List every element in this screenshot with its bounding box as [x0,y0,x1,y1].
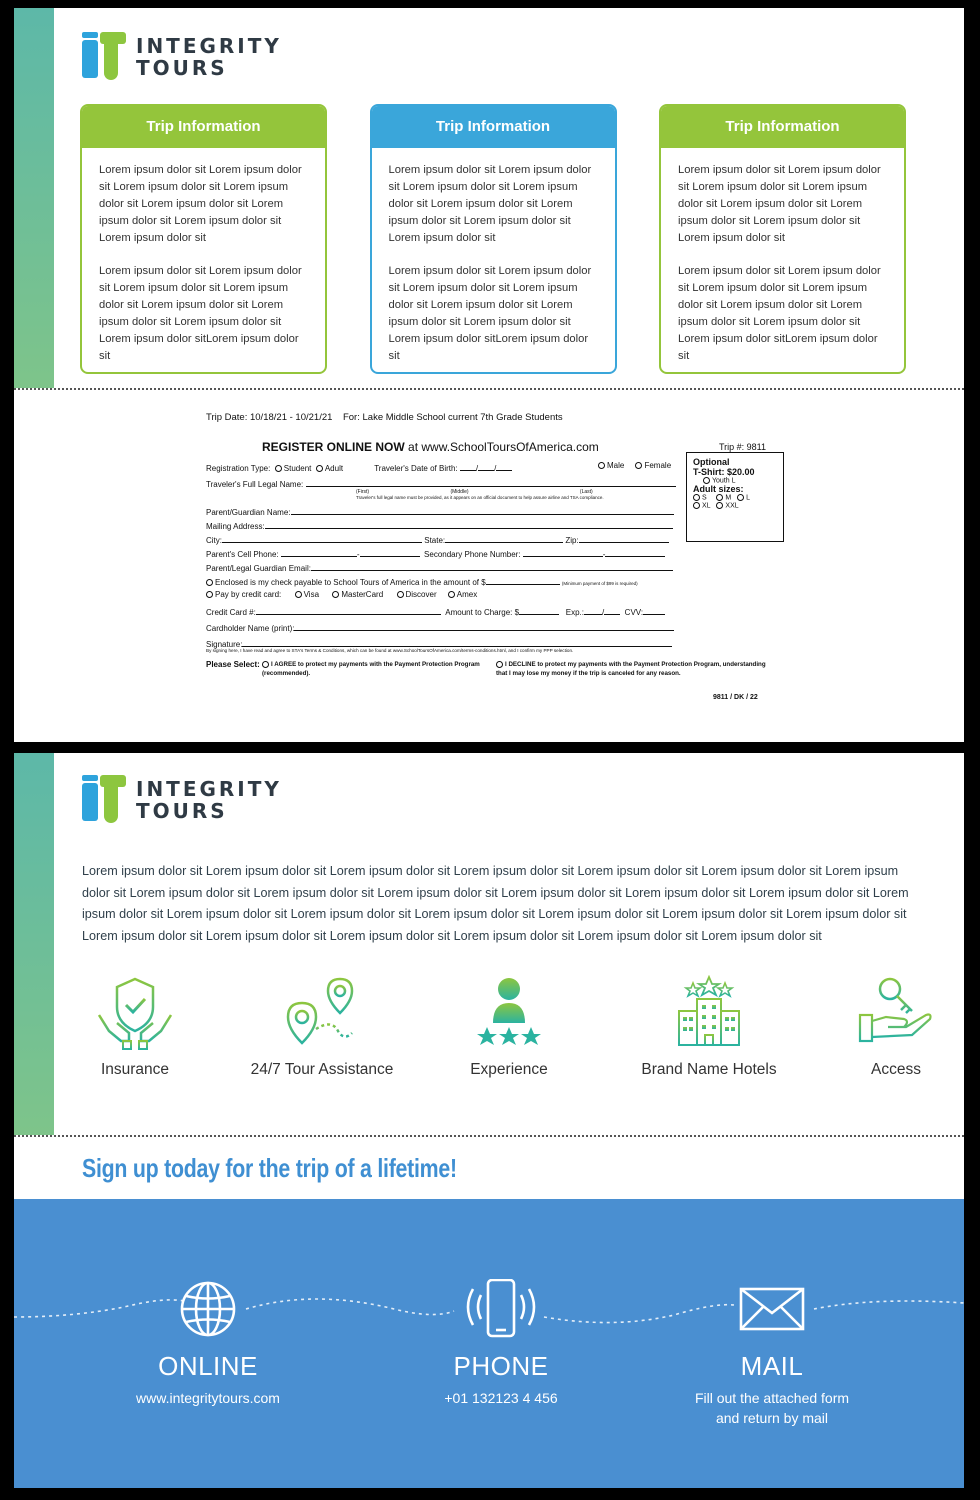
enclosed-check-radio[interactable] [206,579,213,586]
male-label: Male [607,461,625,470]
contact-title: MAIL [740,1351,804,1381]
trip-for: For: Lake Middle School current 7th Grade Students [342,412,563,423]
middle-caption: (Middle) [450,489,469,495]
please-select-label: Please Select: [206,660,260,669]
cardholder-label: Cardholder Name (print): [206,624,295,633]
size-xxl-radio[interactable] [716,502,723,509]
dob-label: Traveler's Date of Birth: [374,464,458,473]
size-m-radio[interactable] [716,494,723,501]
secondary-prefix-field[interactable] [559,548,603,557]
first-caption: (First) [356,489,370,495]
logo-mark-icon [82,32,130,82]
minimum-note: (Minimum payment of $99 is required) [561,581,638,586]
size-l-label: L [746,494,750,502]
cvv-label: CVV: [624,608,644,617]
legal-name-note: Traveler's full legal name must be provided, as it appears on an official document to help assure airline and TSA compliance. [356,495,604,500]
trip-card-paragraph: Lorem ipsum dolor sit Lorem ipsum dolor sit Lorem ipsum dolor sit Lorem ipsum dolor sit Lorem ipsum dolor sit Lorem ipsum dolor sit Lorem ipsum dolor sit Lorem ipsum dolor sit [678,164,881,244]
visa-label: Visa [303,590,320,599]
guardian-name-field[interactable] [291,506,674,515]
cell-label: Parent's Cell Phone: [206,550,279,559]
logo-line2: TOURS [136,799,228,823]
discover-label: Discover [405,590,437,599]
optional-tshirt-box [686,452,784,542]
signature-label: Signature: [206,640,243,649]
decline-radio[interactable] [496,661,503,668]
cc-number-field[interactable] [256,606,441,615]
trip-card-title: Trip Information [372,106,615,148]
contact-title: ONLINE [158,1351,258,1381]
amex-radio[interactable] [448,591,455,598]
mastercard-radio[interactable] [332,591,339,598]
trip-card-3 [659,104,906,374]
male-radio[interactable] [598,462,605,469]
form-code: 9811 / DK / 22 [713,694,758,701]
map-pins-route-icon [282,975,362,1051]
decline-label: I DECLINE to protect my payments with the Payment Protection Program, understanding that I may lose my money if the trip is canceled for any reason. [496,661,766,677]
contact-mail[interactable] [652,1279,892,1428]
exp-label: Exp.: [565,608,584,617]
shield-hands-icon [95,975,175,1051]
zip-label: Zip: [565,536,579,545]
email-field[interactable] [311,562,673,571]
female-radio[interactable] [635,462,642,469]
contact-online[interactable] [88,1279,328,1408]
register-url[interactable]: at www.SchoolToursOfAmerica.com [408,440,599,454]
trip-card-title: Trip Information [661,106,904,148]
feature-label: Access [871,1061,921,1078]
adult-radio[interactable] [316,465,323,472]
dob-month-field[interactable] [460,462,476,471]
size-l-radio[interactable] [737,494,744,501]
hotel-stars-icon [669,975,749,1051]
enclosed-label: Enclosed is my check payable to School Tours of America in the amount of $ [215,578,486,587]
trip-date: Trip Date: 10/18/21 - 10/21/21 [206,412,333,423]
dob-day-field[interactable] [478,462,494,471]
contact-value: Fill out the attached form and return by mail [694,1390,850,1426]
sidebar-accent [14,753,54,1135]
feature-insurance [50,975,220,1079]
contact-phone[interactable] [381,1279,621,1408]
student-radio[interactable] [275,465,282,472]
secondary-label: Secondary Phone Number: [424,550,521,559]
signature-field[interactable] [242,638,672,647]
exp-year-field[interactable] [604,606,620,615]
feature-experience [424,975,594,1079]
state-label: State: [424,536,446,545]
secondary-number-field[interactable] [605,548,665,557]
mailing-label: Mailing Address: [206,522,265,531]
trip-card-paragraph: Lorem ipsum dolor sit Lorem ipsum dolor sit Lorem ipsum dolor sit Lorem ipsum dolor sit Lorem ipsum dolor sit Lorem ipsum dolor sit Lorem ipsum dolor sit Lorem ipsum dolor sitLorem ipsum dolor sit [99,265,302,362]
feature-label: Brand Name Hotels [641,1061,777,1078]
amex-label: Amex [456,590,478,599]
person-stars-icon [469,975,549,1051]
pay-cc-radio[interactable] [206,591,213,598]
agree-label: I AGREE to protect my payments with the Payment Protection Program (recommended). [262,661,480,677]
contact-value[interactable]: www.integritytours.com [136,1390,280,1406]
contact-value[interactable]: +01 132123 4 456 [444,1390,558,1406]
trip-card-1 [80,104,327,374]
logo-text [136,778,282,822]
pay-cc-label: Pay by credit card: [215,590,282,599]
cc-number-label: Credit Card #: [206,608,256,617]
size-xl-radio[interactable] [693,502,700,509]
mailing-field[interactable] [265,520,673,529]
sidebar-accent [14,8,54,388]
size-m-label: M [725,494,732,502]
adult-label: Adult [324,464,344,473]
logo-line1: INTEGRITY [136,777,282,801]
logo-text [136,35,282,79]
contact-title: PHONE [453,1351,549,1381]
legal-name-field[interactable] [306,478,676,487]
legal-name-label: Traveler's Full Legal Name: [206,480,304,489]
logo-line2: TOURS [136,56,228,80]
trip-card-paragraph: Lorem ipsum dolor sit Lorem ipsum dolor sit Lorem ipsum dolor sit Lorem ipsum dolor sit Lorem ipsum dolor sit Lorem ipsum dolor sit Lorem ipsum dolor sit Lorem ipsum dolor sitLorem ipsum dolor sit [678,265,881,362]
guardian-name-label: Parent/Guardian Name: [206,508,291,517]
trip-card-title: Trip Information [82,106,325,148]
key-hand-icon [856,975,936,1051]
intro-paragraph: Lorem ipsum dolor sit Lorem ipsum dolor sit Lorem ipsum dolor sit Lorem ipsum dolor sit Lorem ipsum dolor sit Lorem ipsum dolor sit Lorem ipsum dolor sit Lorem ipsum dolor sit Lorem ipsum dolor sit Lorem ipsum dolor sit Lorem ipsum dolor sit Lorem ipsum dolor sit Lorem ipsum dolor sit Lorem ipsum dolor sit Lorem ipsum dolor sit Lorem ipsum dolor sit Lorem ipsum dolor sit Lorem ipsum dolor sit Lorem ipsum dolor sit Lorem ipsum dolor sit Lorem ipsum dolor sit Lorem ipsum dolor sit Lorem ipsum dolor sit Lorem ipsum dolor sit Lorem ipsum dolor sit Lorem ipsum dolor sit [82,864,909,943]
trip-card-2 [370,104,617,374]
cardholder-field[interactable] [294,622,674,631]
check-amount-field[interactable] [486,576,560,585]
features-row [82,975,932,1085]
trip-card-paragraph: Lorem ipsum dolor sit Lorem ipsum dolor sit Lorem ipsum dolor sit Lorem ipsum dolor sit Lorem ipsum dolor sit Lorem ipsum dolor sit Lorem ipsum dolor sit Lorem ipsum dolor sitLorem ipsum dolor sit [388,265,592,362]
flyer-page-front: INTEGRITY TOURS Trip Information Lorem ipsum dolor sit Lorem ipsum dolor sit Lorem ipsum dolor sit Lorem ipsum dolor sit Lorem ipsum dolor sit Lorem ipsum dolor sit Lorem ipsum dolor sit Lorem ipsum dolor sit Lorem ipsum dolor sit Lorem ipsum dolor sit Lorem ipsum dolor sit Lorem ipsum dolor sit Lorem ipsum dolor sit Lorem ipsum dolor sit Lorem ipsum dolor sit Lorem ipsum dolor sitLorem ipsum dolor sit Trip Information Lorem ipsum dolor sit Lorem ipsum dolor sit Lorem ipsum dolor sit Lorem ipsum dolor sit Lorem ipsum dolor sit Lorem ipsum dolor sit Lorem ipsum dolor sit Lorem ipsum dolor sit Lorem ipsum dolor sit Lorem ipsum dolor sit Lorem ipsum dolor sit Lorem ipsum dolor sit Lorem ipsum dolor sit Lorem ipsum dolor sit Lorem ipsum dolor sit Lorem ipsum dolor sitLorem ipsum dolor sit Trip Information Lorem ipsum dolor sit Lorem ipsum dolor sit Lorem ipsum dolor sit Lorem ipsum dolor sit Lorem ipsum dolor sit Lorem ipsum dolor sit Lorem ipsum dolor sit Lorem ipsum dolor sit Lorem ipsum dolor sit Lorem ipsum dolor sit Lorem ipsum dolor sit Lorem ipsum dolor sit Lorem ipsum dolor sit Lorem ipsum dolor sit Lorem ipsum dolor sit Lorem ipsum dolor sitLorem ipsum dolor sit Trip Date: 10/18/21 - 10/21/21 For: Lake Middle School current 7th Grade Students REGISTER ONLINE NOW at www.SchoolToursOfAmerica.com Trip #: 9811 Registration Type: Student Adult Traveler's Date of Birth: / / Male Female Traveler's Full Legal Name: (First) (Middle) (Last) Traveler's full legal name must be provided, as it appears on an official document to help assure airline and TSA compliance. Parent/Guardian Name: Mailing Address: City: State: Zip: Parent's Cell Phone: - Secondary Phone Number: - Parent/Legal Guardian Email: Enclosed is my check payable to School Tours of America in the amount of $ (Minimum payment of $99 is required) Pay by credit card: Visa MasterCard Discover Amex Credit Card #: Amount to Charge: $ Exp.: / CVV: Cardholder Name (print): Signature: By signing here, I have read and agree to STA's Terms & Conditions, which can be found at www.SchoolToursOfAmerica.com/terms-conditions.html, and I confirm my PPP selection. Please Select: I AGREE to protect my payments with the Payment Protection Program (recommended). I DECLINE to protect my payments with the Payment Protection Program, understanding that I may lose my money if the trip is canceled for any reason. 9811 / DK / 22 Optional T-Shirt: $20.00 Youth L Adult sizes: S M L XL XXL [14,8,964,742]
optional-label: Optional [693,457,730,467]
amount-field[interactable] [519,606,559,615]
trip-card-paragraph: Lorem ipsum dolor sit Lorem ipsum dolor sit Lorem ipsum dolor sit Lorem ipsum dolor sit Lorem ipsum dolor sit Lorem ipsum dolor sit Lorem ipsum dolor sit Lorem ipsum dolor sit [99,164,302,244]
tshirt-label: T-Shirt: $20.00 [693,467,755,477]
size-s-radio[interactable] [693,494,700,501]
brand-logo [82,775,282,825]
email-label: Parent/Legal Guardian Email: [206,564,311,573]
discover-radio[interactable] [397,591,404,598]
feature-brand-hotels [624,975,794,1079]
size-xl-label: XL [702,502,711,510]
brand-logo [82,32,282,82]
agree-radio[interactable] [262,661,269,668]
contact-band [14,1199,964,1488]
size-xxl-label: XXL [725,502,739,510]
feature-tour-assistance [237,975,407,1079]
logo-line1: INTEGRITY [136,34,282,58]
city-field[interactable] [222,534,422,543]
secondary-area-field[interactable] [523,548,559,557]
logo-mark-icon [82,775,130,825]
city-label: City: [206,536,222,545]
student-label: Student [283,464,312,473]
cut-line [14,1135,964,1137]
flyer-page-back [14,753,964,1488]
trip-info-cards [80,104,906,374]
cell-prefix-field[interactable] [317,548,357,557]
female-label: Female [644,461,672,470]
youth-l-radio[interactable] [703,477,710,484]
amount-label: Amount to Charge: $ [445,608,520,617]
zip-field[interactable] [579,534,669,543]
cell-number-field[interactable] [360,548,420,557]
visa-radio[interactable] [295,591,302,598]
feature-access [811,975,964,1079]
signature-note: By signing here, I have read and agree to STA's Terms & Conditions, which can be found at www.SchoolToursOfAmerica.com/terms-conditions.html, and I confirm my PPP selection. [206,648,574,653]
tagline: Sign up today for the trip of a lifetime! [82,1153,457,1183]
phone-icon [461,1279,541,1339]
globe-icon [178,1279,238,1339]
feature-label: 24/7 Tour Assistance [250,1061,394,1078]
register-heading: REGISTER ONLINE NOW [262,440,405,454]
dob-year-field[interactable] [496,462,512,471]
trip-card-paragraph: Lorem ipsum dolor sit Lorem ipsum dolor sit Lorem ipsum dolor sit Lorem ipsum dolor sit Lorem ipsum dolor sit Lorem ipsum dolor sit Lorem ipsum dolor sit Lorem ipsum dolor sit [388,164,592,244]
mastercard-label: MasterCard [341,590,384,599]
last-caption: (Last) [579,489,593,495]
envelope-icon [739,1279,805,1339]
feature-label: Insurance [100,1061,170,1078]
cvv-field[interactable] [643,606,665,615]
reg-type-label: Registration Type: [206,464,271,473]
trip-number: Trip #: 9811 [719,442,767,452]
size-s-label: S [702,494,707,502]
adult-sizes-label: Adult sizes: [693,484,744,495]
cell-area-field[interactable] [281,548,317,557]
youth-label: Youth L [712,477,736,485]
exp-month-field[interactable] [584,606,602,615]
state-field[interactable] [445,534,563,543]
cut-line [14,388,964,390]
feature-label: Experience [470,1061,548,1078]
